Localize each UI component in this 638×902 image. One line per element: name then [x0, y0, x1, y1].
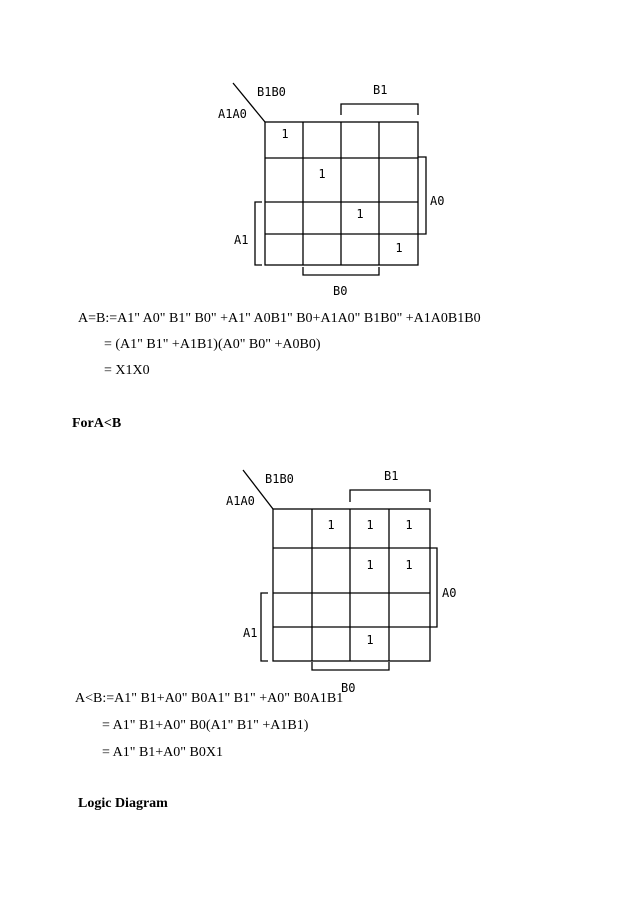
kmap-cell-value: 1	[366, 558, 374, 572]
less-expression-line-1: A<B:=A1" B1+A0" B0A1" B1" +A0" B0A1B1	[75, 691, 344, 706]
kmap-cell-value: 1	[327, 518, 335, 532]
equal-expression-line-1: A=B:=A1" A0" B1" B0" +A1" A0B1" B0+A1A0" B1B0" +A1A0B1B0	[78, 311, 481, 326]
kmap-cell-value: 1	[356, 207, 364, 221]
equal-expression-line-3: = X1X0	[104, 363, 150, 378]
kmap2-corner-row: A1A0	[226, 494, 255, 508]
kmap1-label-b0: B0	[333, 284, 348, 298]
kmap2-label-b0: B0	[341, 681, 356, 695]
less-expression-line-2: = A1" B1+A0" B0(A1" B1" +A1B1)	[102, 718, 309, 733]
kmap2-label-a0: A0	[442, 586, 457, 600]
kmap2-cells	[327, 518, 412, 647]
kmap-cell-value: 1	[366, 633, 374, 647]
kmap1-corner-col: B1B0	[257, 85, 286, 99]
kmap2-corner-col: B1B0	[265, 472, 294, 486]
heading-logic-diagram: Logic Diagram	[78, 796, 168, 811]
kmap-cell-value: 1	[405, 518, 413, 532]
kmap-cell-value: 1	[281, 127, 289, 141]
kmap1-label-a1: A1	[234, 233, 249, 247]
less-expression-line-3: = A1" B1+A0" B0X1	[102, 745, 223, 760]
kmap1-cells	[281, 127, 402, 255]
kmap2-label-b1: B1	[384, 469, 399, 483]
kmap2-label-a1: A1	[243, 626, 258, 640]
kmap1-corner-row: A1A0	[218, 107, 247, 121]
kmap-cell-value: 1	[366, 518, 374, 532]
kmap-cell-value: 1	[395, 241, 403, 255]
kmap-cell-value: 1	[318, 167, 326, 181]
heading-a-less-than-b: ForA<B	[72, 416, 122, 431]
equal-expression-line-2: = (A1" B1" +A1B1)(A0" B0" +A0B0)	[104, 337, 321, 352]
kmap1-label-b1: B1	[373, 83, 388, 97]
kmap-cell-value: 1	[405, 558, 413, 572]
kmap1-label-a0: A0	[430, 194, 445, 208]
